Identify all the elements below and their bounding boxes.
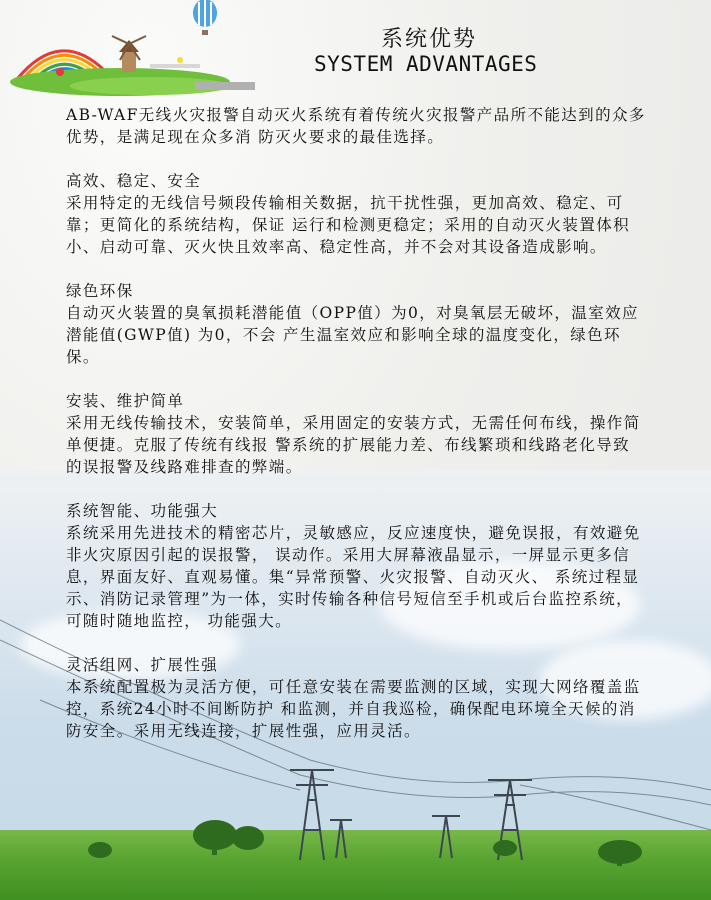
section-body: 自动灭火装置的臭氧损耗潜能值（OPP值）为0，对臭氧层无破坏，温室效应潜能值(GWP值) 为0，不会 产生温室效应和影响全球的温度变化，绿色环保。 — [66, 304, 639, 366]
section-heading: 安装、维护简单 — [66, 392, 185, 410]
trees-icon — [88, 820, 642, 866]
section-heading: 系统智能、功能强大 — [66, 502, 219, 520]
section-heading: 高效、稳定、安全 — [66, 172, 202, 190]
section-green — [66, 280, 646, 368]
section-body: 本系统配置极为灵活方便，可任意安装在需要监测的区域，实现大网络覆盖监控，系统24小时不间断防护 和监测，并自我巡检，确保配电环境全天候的消防安全。采用无线连接，扩展性强，应用灵活。 — [66, 678, 641, 740]
section-body: 采用特定的无线信号频段传输相关数据，抗干扰性强，更加高效、稳定、可靠；更简化的系统结构，保证 运行和检测更稳定；采用的自动灭火装置体积小、启动可靠、灭火快且效率高、稳定性高，并不会对其设备造成影响。 — [66, 194, 631, 256]
section-heading: 绿色环保 — [66, 282, 134, 300]
section-installation — [66, 390, 646, 478]
advantages-content — [66, 104, 646, 742]
intro-paragraph: AB-WAF无线火灾报警自动灭火系统有着传统火灾报警产品所不能达到的众多优势，是满足现在众多消 防灭火要求的最佳选择。 — [66, 106, 646, 146]
page-title-en: SYSTEM ADVANTAGES — [314, 52, 538, 76]
section-efficient — [66, 170, 646, 258]
section-body: 采用无线传输技术，安装简单，采用固定的安装方式，无需任何布线，操作简单便捷。克服了传统有线报 警系统的扩展能力差、布线繁琐和线路老化导致的误报警及线路难排查的弊端。 — [66, 414, 641, 476]
hot-air-balloon-icon — [193, 0, 217, 35]
page-title-cn: 系统优势 — [381, 27, 478, 52]
section-intelligent — [66, 500, 646, 632]
section-heading: 灵活组网、扩展性强 — [66, 656, 219, 674]
section-body: 系统采用先进技术的精密芯片，灵敏感应，反应速度快，避免误报，有效避免非火灾原因引起的误报警， 误动作。采用大屏幕液晶显示，一屏显示更多信息，界面友好、直观易懂。集“异常预警、火灾报警、自动灭火、 系统过程显示、消防记录管理”为一体，实时传输各种信号短信至手机或后台监控系统，可随时随地监控， 功能强大。 — [66, 524, 641, 630]
section-networking — [66, 654, 646, 742]
